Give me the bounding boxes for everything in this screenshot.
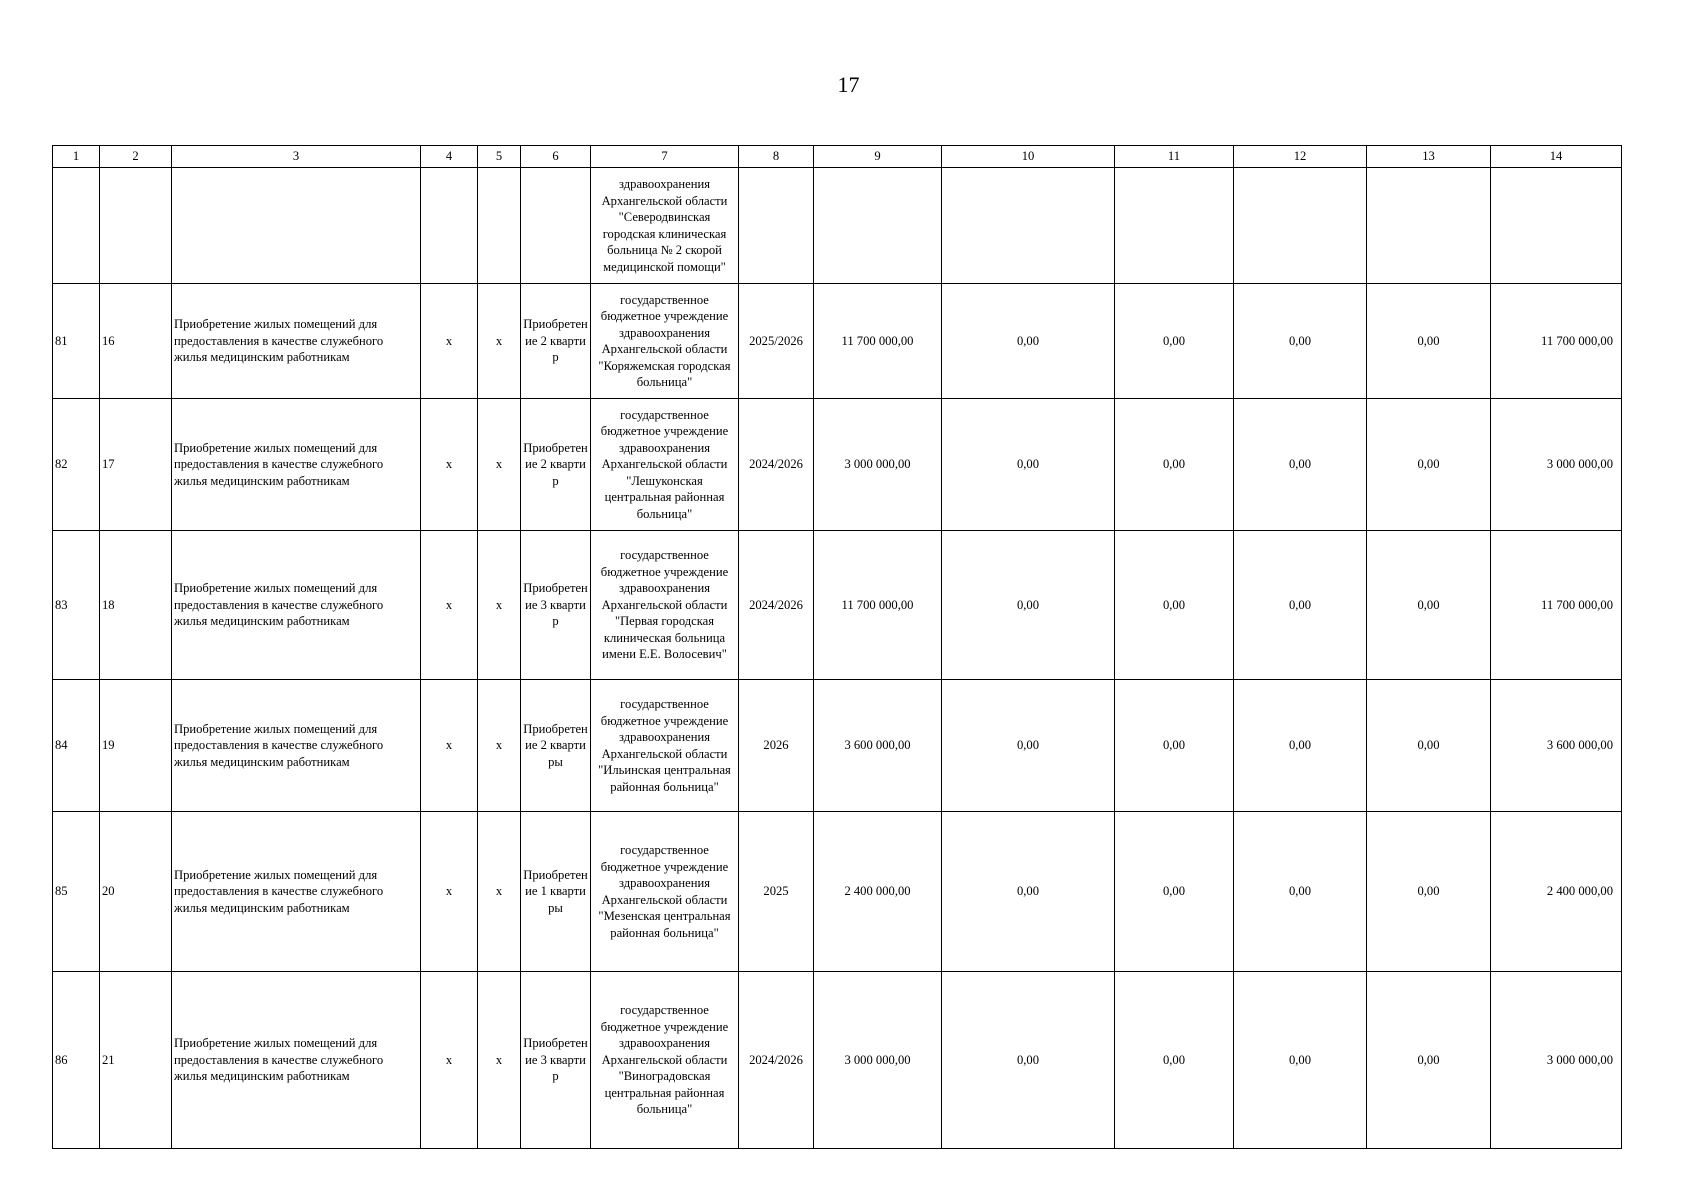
col-header: 7 xyxy=(591,146,739,168)
col5-value: х xyxy=(478,972,521,1149)
col10-value: 0,00 xyxy=(942,972,1115,1149)
row-number: 84 xyxy=(53,680,100,812)
col-header: 3 xyxy=(172,146,421,168)
years-cell: 2024/2026 xyxy=(739,399,814,531)
years-cell: 2025 xyxy=(739,812,814,972)
total-cost: 2 400 000,00 xyxy=(814,812,942,972)
col10-value: 0,00 xyxy=(942,680,1115,812)
years-cell: 2026 xyxy=(739,680,814,812)
object-name: Приобретение жилых помещений для предоставления в качестве служебного жилья медицинским работникам xyxy=(172,531,421,680)
total-cost: 11 700 000,00 xyxy=(814,284,942,399)
header-row xyxy=(53,146,1622,168)
table-row xyxy=(53,812,1622,972)
org-cell: государственное бюджетное учреждение здравоохранения Архангельской области "Мезенская центральная районная больница" xyxy=(591,812,739,972)
total-cost: 3 000 000,00 xyxy=(814,972,942,1149)
col11-value: 0,00 xyxy=(1115,284,1234,399)
col12-value: 0,00 xyxy=(1234,399,1367,531)
col-header: 11 xyxy=(1115,146,1234,168)
col4-value: х xyxy=(421,531,478,680)
col-header: 10 xyxy=(942,146,1115,168)
org-cell: здравоохранения Архангельской области "Северодвинская городская клиническая больница № 2 скорой медицинской помощи" xyxy=(591,168,739,284)
col14-value: 3 000 000,00 xyxy=(1491,972,1622,1149)
table-row xyxy=(53,531,1622,680)
object-name: Приобретение жилых помещений для предоставления в качестве служебного жилья медицинским работникам xyxy=(172,399,421,531)
capacity-cell: Приобретение 2 квартир xyxy=(521,284,591,399)
capacity-cell: Приобретение 2 квартиры xyxy=(521,680,591,812)
col-header: 1 xyxy=(53,146,100,168)
col4-value: х xyxy=(421,812,478,972)
col11-value: 0,00 xyxy=(1115,399,1234,531)
capacity-cell: Приобретение 3 квартир xyxy=(521,531,591,680)
total-cost: 11 700 000,00 xyxy=(814,531,942,680)
col11-value: 0,00 xyxy=(1115,680,1234,812)
total-cost: 3 000 000,00 xyxy=(814,399,942,531)
col13-value: 0,00 xyxy=(1367,972,1491,1149)
col-header: 6 xyxy=(521,146,591,168)
col5-value: х xyxy=(478,531,521,680)
col12-value: 0,00 xyxy=(1234,284,1367,399)
sub-number: 16 xyxy=(100,284,172,399)
years-cell: 2024/2026 xyxy=(739,531,814,680)
col14-value: 11 700 000,00 xyxy=(1491,284,1622,399)
col11-value: 0,00 xyxy=(1115,812,1234,972)
object-name: Приобретение жилых помещений для предоставления в качестве служебного жилья медицинским работникам xyxy=(172,680,421,812)
sub-number: 19 xyxy=(100,680,172,812)
col12-value: 0,00 xyxy=(1234,972,1367,1149)
col11-value: 0,00 xyxy=(1115,972,1234,1149)
col4-value: х xyxy=(421,680,478,812)
table-row xyxy=(53,972,1622,1149)
col13-value: 0,00 xyxy=(1367,812,1491,972)
col10-value: 0,00 xyxy=(942,284,1115,399)
col12-value: 0,00 xyxy=(1234,680,1367,812)
col-header: 9 xyxy=(814,146,942,168)
org-cell: государственное бюджетное учреждение здравоохранения Архангельской области "Лешуконская центральная районная больница" xyxy=(591,399,739,531)
row-number: 83 xyxy=(53,531,100,680)
sub-number: 17 xyxy=(100,399,172,531)
col-header: 8 xyxy=(739,146,814,168)
col-header: 4 xyxy=(421,146,478,168)
col-header: 12 xyxy=(1234,146,1367,168)
capacity-cell: Приобретение 1 квартиры xyxy=(521,812,591,972)
col4-value: х xyxy=(421,972,478,1149)
row-number: 82 xyxy=(53,399,100,531)
investment-table xyxy=(52,145,1622,1149)
col5-value: х xyxy=(478,812,521,972)
col4-value: х xyxy=(421,284,478,399)
row-number: 81 xyxy=(53,284,100,399)
col5-value: х xyxy=(478,284,521,399)
table-row xyxy=(53,680,1622,812)
col13-value: 0,00 xyxy=(1367,399,1491,531)
object-name: Приобретение жилых помещений для предоставления в качестве служебного жилья медицинским работникам xyxy=(172,972,421,1149)
object-name: Приобретение жилых помещений для предоставления в качестве служебного жилья медицинским работникам xyxy=(172,284,421,399)
row-number: 85 xyxy=(53,812,100,972)
col13-value: 0,00 xyxy=(1367,284,1491,399)
col11-value: 0,00 xyxy=(1115,531,1234,680)
col12-value: 0,00 xyxy=(1234,812,1367,972)
years-cell: 2024/2026 xyxy=(739,972,814,1149)
col14-value: 3 000 000,00 xyxy=(1491,399,1622,531)
org-cell: государственное бюджетное учреждение здравоохранения Архангельской области "Первая городская клиническая больница имени Е.Е. Волосевич" xyxy=(591,531,739,680)
org-cell: государственное бюджетное учреждение здравоохранения Архангельской области "Коряжемская городская больница" xyxy=(591,284,739,399)
col5-value: х xyxy=(478,680,521,812)
row-number: 86 xyxy=(53,972,100,1149)
sub-number: 18 xyxy=(100,531,172,680)
total-cost: 3 600 000,00 xyxy=(814,680,942,812)
col13-value: 0,00 xyxy=(1367,680,1491,812)
col-header: 2 xyxy=(100,146,172,168)
col13-value: 0,00 xyxy=(1367,531,1491,680)
col-header: 14 xyxy=(1491,146,1622,168)
col10-value: 0,00 xyxy=(942,531,1115,680)
sub-number: 21 xyxy=(100,972,172,1149)
col4-value: х xyxy=(421,399,478,531)
continuation-row xyxy=(53,168,1622,284)
table-row xyxy=(53,399,1622,531)
table-row xyxy=(53,284,1622,399)
col-header: 13 xyxy=(1367,146,1491,168)
col10-value: 0,00 xyxy=(942,399,1115,531)
col12-value: 0,00 xyxy=(1234,531,1367,680)
org-cell: государственное бюджетное учреждение здравоохранения Архангельской области "Ильинская центральная районная больница" xyxy=(591,680,739,812)
col5-value: х xyxy=(478,399,521,531)
object-name: Приобретение жилых помещений для предоставления в качестве служебного жилья медицинским работникам xyxy=(172,812,421,972)
col10-value: 0,00 xyxy=(942,812,1115,972)
org-cell: государственное бюджетное учреждение здравоохранения Архангельской области "Виноградовская центральная районная больница" xyxy=(591,972,739,1149)
col14-value: 3 600 000,00 xyxy=(1491,680,1622,812)
page-number: 17 xyxy=(837,72,860,97)
capacity-cell: Приобретение 2 квартир xyxy=(521,399,591,531)
col-header: 5 xyxy=(478,146,521,168)
capacity-cell: Приобретение 3 квартир xyxy=(521,972,591,1149)
years-cell: 2025/2026 xyxy=(739,284,814,399)
col14-value: 11 700 000,00 xyxy=(1491,531,1622,680)
sub-number: 20 xyxy=(100,812,172,972)
col14-value: 2 400 000,00 xyxy=(1491,812,1622,972)
